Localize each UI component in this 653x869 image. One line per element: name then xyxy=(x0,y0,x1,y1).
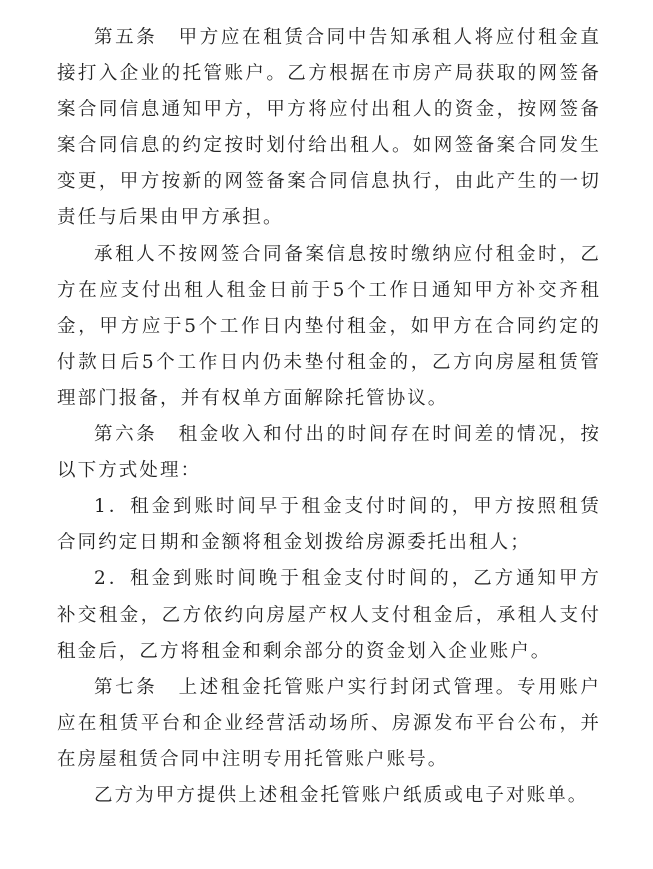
late-rent-paragraph: 承租人不按网签合同备案信息按时缴纳应付租金时，乙方在应支付出租人租金日前于5个工作日通知甲方补交齐租金，甲方应于5个工作日内垫付租金，如甲方在合同约定的付款日后5个工作日内仍未垫付租金的，乙方向房屋租赁管理部门报备，并有权单方面解除托管协议。 xyxy=(57,243,601,409)
statement-paragraph: 乙方为甲方提供上述租金托管账户纸质或电子对账单。 xyxy=(94,784,589,806)
article-6-item-2: 2．租金到账时间晚于租金支付时间的，乙方通知甲方补交租金，乙方依约向房屋产权人支付租金后，承租人支付租金后，乙方将租金和剩余部分的资金划入企业账户。 xyxy=(57,568,601,662)
article-5-paragraph: 第五条 甲方应在租赁合同中告知承租人将应付租金直接打入企业的托管账户。乙方根据在市房产局获取的网签备案合同信息通知甲方，甲方将应付出租人的资金，按网签备案合同信息的约定按时划付给出租人。如网签备案合同发生变更，甲方按新的网签备案合同信息执行，由此产生的一切责任与后果由甲方承担。 xyxy=(57,27,601,229)
article-7-paragraph: 第七条 上述租金托管账户实行封闭式管理。专用账户应在租赁平台和企业经营活动场所、房源发布平台公布，并在房屋租赁合同中注明专用托管账户账号。 xyxy=(57,676,601,770)
article-6-item-1: 1．租金到账时间早于租金支付时间的，甲方按照租赁合同约定日期和金额将租金划拨给房源委托出租人； xyxy=(57,496,601,554)
article-6-paragraph: 第六条 租金收入和付出的时间存在时间差的情况，按以下方式处理： xyxy=(57,424,601,482)
